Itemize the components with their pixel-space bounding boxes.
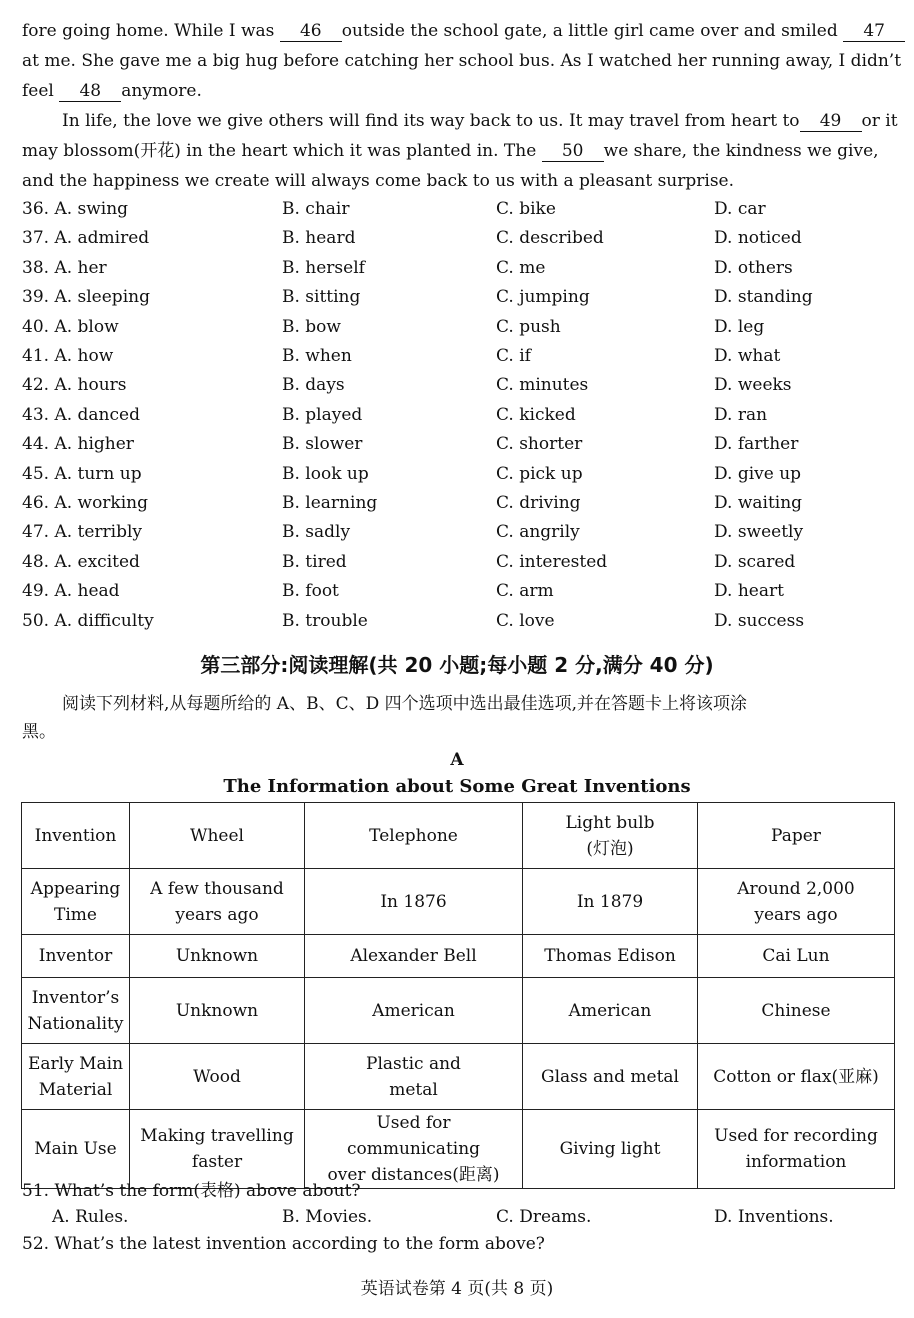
table-cell: Cotton or flax(亚麻) xyxy=(698,1044,895,1110)
option-a: 38. A. her xyxy=(22,257,107,278)
question-51: 51. What’s the form(表格) above about? xyxy=(22,1181,361,1201)
option-a: 47. A. terribly xyxy=(22,522,143,543)
table-cell: American xyxy=(523,978,698,1044)
option-a: 43. A. danced xyxy=(22,404,140,425)
question-51-option-d: D. Inventions. xyxy=(714,1207,834,1227)
option-c: C. arm xyxy=(496,581,554,602)
option-row xyxy=(22,403,894,427)
option-d: D. ran xyxy=(714,404,768,425)
option-c: C. described xyxy=(496,228,604,249)
table-cell: Chinese xyxy=(698,978,895,1044)
option-row xyxy=(22,344,894,368)
cloze-text: anymore. xyxy=(121,81,202,101)
blank-49: 49 xyxy=(800,111,862,132)
table-row xyxy=(22,935,895,978)
table-cell: Inventor xyxy=(22,935,130,978)
blank-48: 48 xyxy=(59,81,121,102)
table-cell: Giving light xyxy=(523,1110,698,1189)
option-d: D. others xyxy=(714,257,793,278)
cloze-text: or it xyxy=(861,111,898,131)
option-a: 48. A. excited xyxy=(22,551,140,572)
option-c: C. love xyxy=(496,610,555,631)
option-d: D. standing xyxy=(714,287,813,308)
question-52: 52. What’s the latest invention according to the form above? xyxy=(22,1234,545,1254)
option-d: D. give up xyxy=(714,463,802,484)
table-cell: Invention xyxy=(22,803,130,869)
option-row xyxy=(22,462,894,486)
option-b: B. bow xyxy=(282,316,341,337)
cloze-line-6: and the happiness we create will always come back to us with a pleasant surprise. xyxy=(22,171,735,191)
option-a: 39. A. sleeping xyxy=(22,287,150,308)
option-b: B. tired xyxy=(282,551,347,572)
option-row xyxy=(22,609,894,633)
option-row xyxy=(22,197,894,221)
option-d: D. noticed xyxy=(714,228,802,249)
cloze-text: fore going home. While I was xyxy=(22,21,280,41)
option-d: D. what xyxy=(714,346,781,366)
table-cell: Main Use xyxy=(22,1110,130,1189)
option-b: B. days xyxy=(282,375,345,396)
table-cell: Telephone xyxy=(305,803,523,869)
option-a: 44. A. higher xyxy=(22,434,134,455)
option-d: D. weeks xyxy=(714,375,792,396)
section-instruction-line-1: 阅读下列材料,从每题所给的 A、B、C、D 四个选项中选出最佳选项,并在答题卡上将该项涂 xyxy=(62,694,748,714)
option-row xyxy=(22,373,894,397)
question-51-option-c: C. Dreams. xyxy=(496,1207,592,1227)
option-b: B. heard xyxy=(282,228,356,249)
cloze-text: In life, the love we give others will find its way back to us. It may travel from heart to xyxy=(62,111,800,131)
option-row xyxy=(22,315,894,339)
option-b: B. herself xyxy=(282,257,365,278)
option-row xyxy=(22,491,894,515)
option-b: B. when xyxy=(282,346,352,366)
option-a: 36. A. swing xyxy=(22,199,129,219)
option-b: B. sitting xyxy=(282,287,361,308)
cloze-line-3 xyxy=(22,80,894,102)
option-b: B. played xyxy=(282,404,363,425)
option-b: B. foot xyxy=(282,581,339,602)
option-a: 42. A. hours xyxy=(22,375,127,396)
table-cell: Light bulb (灯泡) xyxy=(523,803,698,869)
table-cell: Wood xyxy=(130,1044,305,1110)
option-a: 41. A. how xyxy=(22,346,114,366)
option-c: C. interested xyxy=(496,551,608,572)
option-c: C. me xyxy=(496,257,546,278)
option-a: 37. A. admired xyxy=(22,228,150,249)
option-a: 40. A. blow xyxy=(22,316,119,337)
question-51-option-b: B. Movies. xyxy=(282,1207,373,1227)
table-cell: Unknown xyxy=(130,978,305,1044)
cloze-line-5 xyxy=(22,140,894,162)
page-footer: 英语试卷第 4 页(共 8 页) xyxy=(360,1279,554,1299)
inventions-table xyxy=(21,802,895,1189)
option-row xyxy=(22,432,894,456)
table-cell: Plastic and metal xyxy=(305,1044,523,1110)
blank-46: 46 xyxy=(280,21,342,42)
option-d: D. farther xyxy=(714,434,799,455)
option-a: 49. A. head xyxy=(22,581,120,602)
passage-letter: A xyxy=(450,750,464,770)
option-d: D. scared xyxy=(714,551,796,572)
option-c: C. kicked xyxy=(496,404,576,425)
table-cell: Inventor’s Nationality xyxy=(22,978,130,1044)
option-c: C. driving xyxy=(496,493,581,513)
option-d: D. heart xyxy=(714,581,784,602)
table-cell: Paper xyxy=(698,803,895,869)
passage-title: The Information about Some Great Inventions xyxy=(223,776,691,797)
option-d: D. sweetly xyxy=(714,522,804,543)
table-row xyxy=(22,978,895,1044)
table-cell: American xyxy=(305,978,523,1044)
table-header-row xyxy=(22,803,895,869)
option-c: C. pick up xyxy=(496,463,583,484)
option-c: C. minutes xyxy=(496,375,589,396)
cloze-line-1 xyxy=(22,20,894,42)
table-cell: In 1879 xyxy=(523,869,698,935)
option-c: C. push xyxy=(496,316,561,337)
table-cell: Appearing Time xyxy=(22,869,130,935)
section-title: 第三部分:阅读理解(共 20 小题;每小题 2 分,满分 40 分) xyxy=(200,653,714,677)
blank-47: 47 xyxy=(843,21,905,42)
option-b: B. chair xyxy=(282,199,350,219)
option-a: 45. A. turn up xyxy=(22,463,142,484)
cloze-text: may blossom(开花) in the heart which it was planted in. The xyxy=(22,141,542,161)
option-b: B. trouble xyxy=(282,610,368,631)
option-b: B. look up xyxy=(282,463,369,484)
option-c: C. angrily xyxy=(496,522,580,543)
option-row xyxy=(22,550,894,574)
table-cell: Early Main Material xyxy=(22,1044,130,1110)
option-b: B. slower xyxy=(282,434,363,455)
question-51-option-a: A. Rules. xyxy=(52,1207,129,1227)
option-row xyxy=(22,520,894,544)
option-c: C. jumping xyxy=(496,287,590,308)
cloze-text: outside the school gate, a little girl came over and smiled xyxy=(341,21,844,41)
table-cell: In 1876 xyxy=(305,869,523,935)
table-cell: Around 2,000 years ago xyxy=(698,869,895,935)
cloze-text: feel xyxy=(22,81,60,101)
section-instruction-line-2: 黑。 xyxy=(22,722,56,742)
table-cell: Making travelling faster xyxy=(130,1110,305,1189)
option-c: C. shorter xyxy=(496,434,583,455)
table-cell: Wheel xyxy=(130,803,305,869)
table-cell: Cai Lun xyxy=(698,935,895,978)
option-row xyxy=(22,579,894,603)
option-c: C. bike xyxy=(496,199,556,219)
cloze-line-2: at me. She gave me a big hug before catching her school bus. As I watched her running away, I didn’t xyxy=(22,51,902,71)
option-d: D. leg xyxy=(714,316,765,337)
option-b: B. sadly xyxy=(282,522,351,543)
table-cell: Thomas Edison xyxy=(523,935,698,978)
table-cell: Used for recording information xyxy=(698,1110,895,1189)
cloze-text: we share, the kindness we give, xyxy=(603,141,879,161)
option-d: D. waiting xyxy=(714,493,803,513)
table-row xyxy=(22,1110,895,1189)
option-row xyxy=(22,226,894,250)
table-cell: Glass and metal xyxy=(523,1044,698,1110)
table-cell: Unknown xyxy=(130,935,305,978)
table-row xyxy=(22,1044,895,1110)
option-d: D. success xyxy=(714,610,805,631)
blank-50: 50 xyxy=(542,141,604,162)
option-a: 46. A. working xyxy=(22,493,149,513)
option-row xyxy=(22,256,894,280)
cloze-line-4 xyxy=(62,110,898,132)
option-row xyxy=(22,285,894,309)
option-c: C. if xyxy=(496,346,531,366)
option-a: 50. A. difficulty xyxy=(22,610,154,631)
option-b: B. learning xyxy=(282,493,378,513)
table-row xyxy=(22,869,895,935)
option-d: D. car xyxy=(714,199,766,219)
table-cell: A few thousand years ago xyxy=(130,869,305,935)
table-cell: Used for communicating over distances(距离) xyxy=(305,1110,523,1189)
table-cell: Alexander Bell xyxy=(305,935,523,978)
